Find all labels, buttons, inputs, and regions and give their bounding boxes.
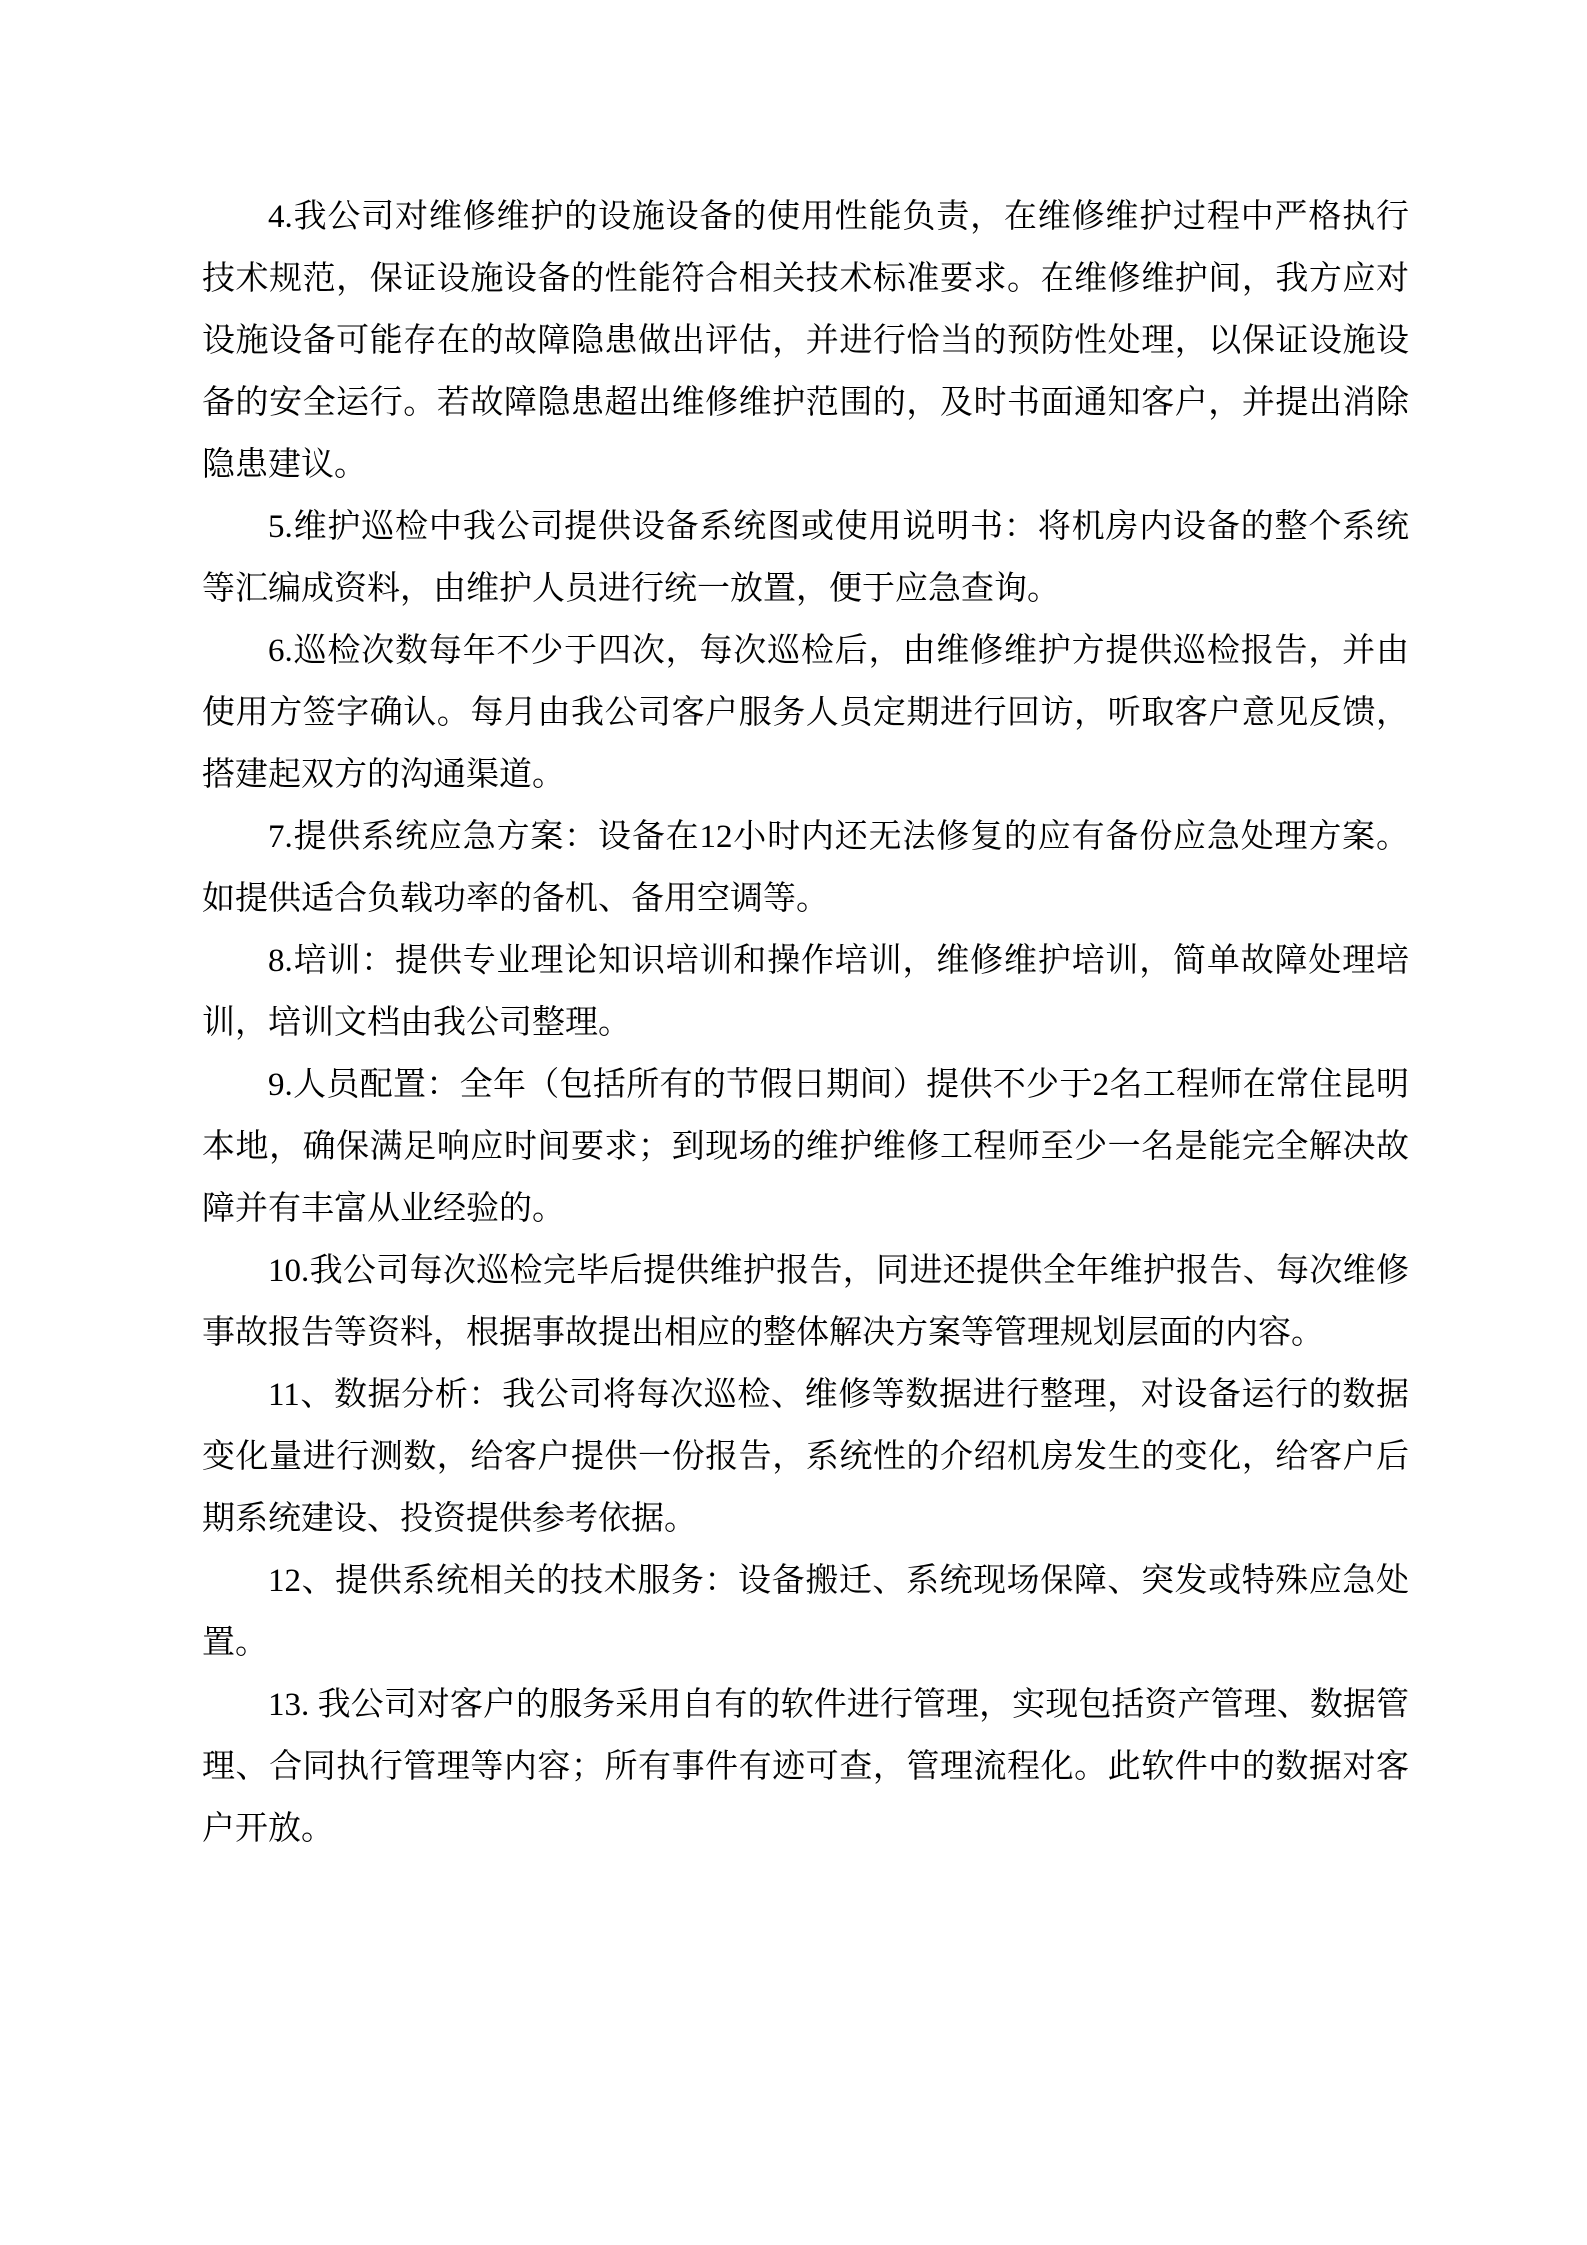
paragraph-item-5: 5.维护巡检中我公司提供设备系统图或使用说明书：将机房内设备的整个系统等汇编成资料，由维护人员进行统一放置，便于应急查询。	[202, 509, 1409, 607]
paragraph-item-10: 10.我公司每次巡检完毕后提供维护报告，同进还提供全年维护报告、每次维修事故报告等资料，根据事故提出相应的整体解决方案等管理规划层面的内容。	[202, 1253, 1409, 1351]
paragraph-item-7: 7.提供系统应急方案：设备在12小时内还无法修复的应有备份应急处理方案。如提供适合负载功率的备机、备用空调等。	[202, 819, 1409, 917]
document-body	[202, 186, 1409, 1860]
paragraph-item-9: 9.人员配置：全年（包括所有的节假日期间）提供不少于2名工程师在常住昆明本地，确保满足响应时间要求；到现场的维护维修工程师至少一名是能完全解决故障并有丰富从业经验的。	[202, 1067, 1409, 1227]
paragraph-item-4: 4.我公司对维修维护的设施设备的使用性能负责，在维修维护过程中严格执行技术规范，保证设施设备的性能符合相关技术标准要求。在维修维护间，我方应对设施设备可能存在的故障隐患做出评估，并进行恰当的预防性处理，以保证设施设备的安全运行。若故障隐患超出维修维护范围的，及时书面通知客户，并提出消除隐患建议。	[202, 199, 1409, 483]
paragraph-item-6: 6.巡检次数每年不少于四次，每次巡检后，由维修维护方提供巡检报告，并由使用方签字确认。每月由我公司客户服务人员定期进行回访，听取客户意见反馈，搭建起双方的沟通渠道。	[202, 633, 1409, 793]
paragraph-item-13: 13. 我公司对客户的服务采用自有的软件进行管理，实现包括资产管理、数据管理、合同执行管理等内容；所有事件有迹可查，管理流程化。此软件中的数据对客户开放。	[202, 1687, 1409, 1847]
paragraph-item-8: 8.培训：提供专业理论知识培训和操作培训，维修维护培训，简单故障处理培训，培训文档由我公司整理。	[202, 943, 1409, 1041]
paragraph-item-12: 12、提供系统相关的技术服务：设备搬迁、系统现场保障、突发或特殊应急处置。	[202, 1563, 1409, 1661]
paragraph-item-11: 11、数据分析：我公司将每次巡检、维修等数据进行整理，对设备运行的数据变化量进行测数，给客户提供一份报告，系统性的介绍机房发生的变化，给客户后期系统建设、投资提供参考依据。	[202, 1377, 1409, 1537]
